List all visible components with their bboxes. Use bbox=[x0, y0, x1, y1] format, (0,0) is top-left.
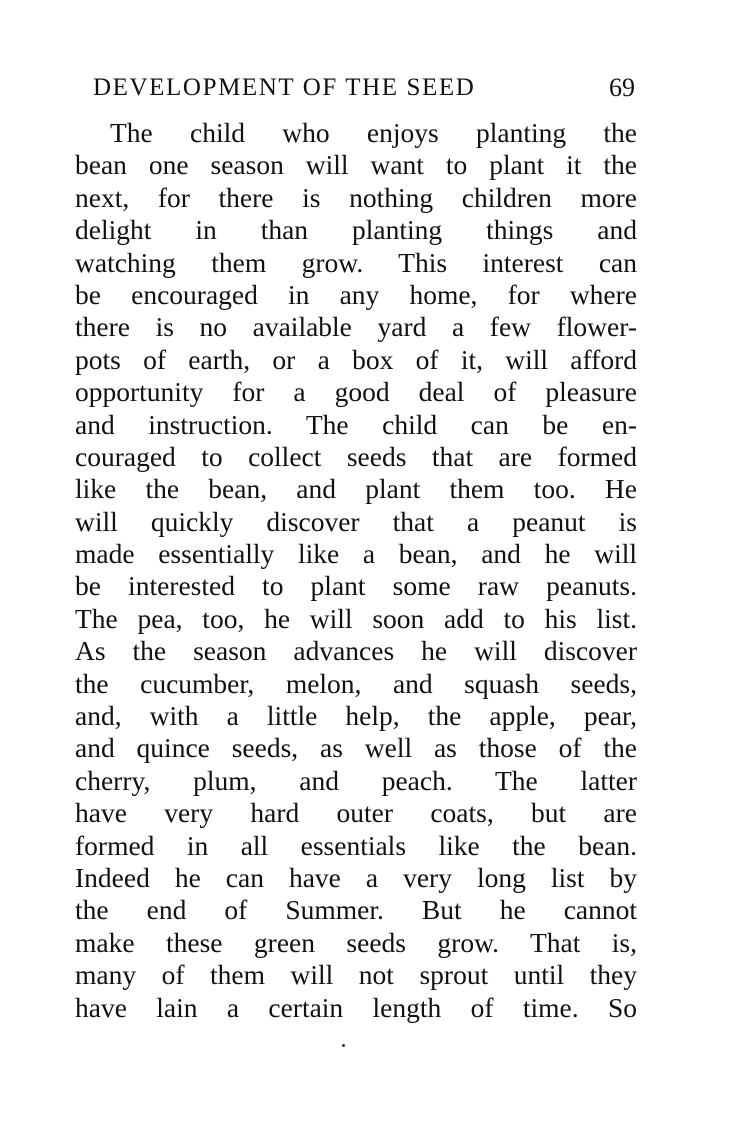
text-line: pots of earth, or a box of it, will afford bbox=[75, 343, 637, 375]
text-line: next, for there is nothing children more bbox=[75, 181, 637, 213]
text-line: and, with a little help, the apple, pear, bbox=[75, 700, 637, 732]
text-line: be encouraged in any home, for where bbox=[75, 278, 637, 310]
text-line: cherry, plum, and peach. The latter bbox=[75, 764, 637, 796]
text-line: the end of Summer. But he cannot bbox=[75, 894, 637, 926]
text-line: many of them will not sprout until they bbox=[75, 959, 637, 991]
text-line: delight in than planting things and bbox=[75, 214, 637, 246]
page-number: 69 bbox=[609, 73, 635, 102]
text-line: Indeed he can have a very long list by bbox=[75, 861, 637, 893]
text-line: have very hard outer coats, but are bbox=[75, 797, 637, 829]
running-title: DEVELOPMENT OF THE SEED bbox=[93, 74, 476, 101]
text-line: opportunity for a good deal of pleasure bbox=[75, 376, 637, 408]
text-line: and instruction. The child can be en- bbox=[75, 408, 637, 440]
text-line: the cucumber, melon, and squash seeds, bbox=[75, 667, 637, 699]
ink-speck bbox=[342, 1044, 345, 1047]
text-line: bean one season will want to plant it the bbox=[75, 149, 637, 181]
text-line: made essentially like a bean, and he will bbox=[75, 538, 637, 570]
text-line: formed in all essentials like the bean. bbox=[75, 829, 637, 861]
text-line: be interested to plant some raw peanuts. bbox=[75, 570, 637, 602]
body-text bbox=[75, 117, 637, 1024]
text-line: The pea, too, he will soon add to his list. bbox=[75, 602, 637, 634]
text-line: make these green seeds grow. That is, bbox=[75, 926, 637, 958]
text-line: there is no available yard a few flower- bbox=[75, 311, 637, 343]
text-line: The child who enjoys planting the bbox=[110, 117, 637, 148]
text-line: As the season advances he will discover bbox=[75, 635, 637, 667]
text-line: couraged to collect seeds that are formed bbox=[75, 440, 637, 472]
text-line: and quince seeds, as well as those of the bbox=[75, 732, 637, 764]
text-line: like the bean, and plant them too. He bbox=[75, 473, 637, 505]
running-head bbox=[93, 70, 643, 106]
text-line: have lain a certain length of time. So bbox=[75, 991, 637, 1023]
text-line: will quickly discover that a peanut is bbox=[75, 505, 637, 537]
text-line: watching them grow. This interest can bbox=[75, 246, 637, 278]
